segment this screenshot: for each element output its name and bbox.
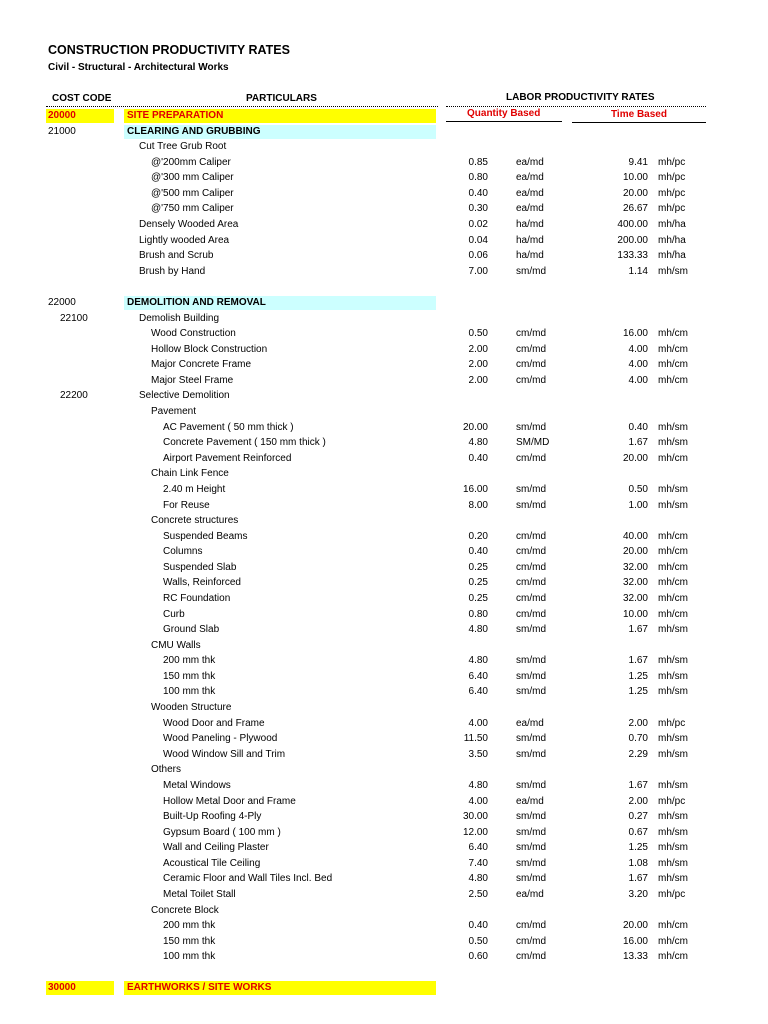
quantity-value: 3.50 <box>468 748 488 760</box>
table-row <box>0 669 768 685</box>
particular-label: Metal Windows <box>163 779 231 791</box>
quantity-value: 4.80 <box>468 779 488 791</box>
particular-label: Suspended Slab <box>163 561 237 573</box>
table-row <box>0 778 768 794</box>
table-row <box>0 607 768 623</box>
quantity-value: 4.80 <box>468 655 488 667</box>
particular-label: 100 mm thk <box>163 686 216 698</box>
particular-label: Selective Demolition <box>139 390 230 402</box>
quantity-unit: ea/md <box>516 203 544 215</box>
table-row <box>0 731 768 747</box>
cost-code: 22200 <box>60 390 88 402</box>
cost-code: 21000 <box>48 125 76 137</box>
time-value: 32.00 <box>622 592 648 604</box>
time-unit: mh/pc <box>658 889 686 900</box>
particular-label: @'750 mm Caliper <box>151 203 234 215</box>
particular-label: Densely Wooded Area <box>139 219 239 231</box>
quantity-value: 0.85 <box>468 156 488 168</box>
table-row <box>0 498 768 514</box>
particular-label: Acoustical Tile Ceiling <box>163 857 261 869</box>
quantity-value: 0.40 <box>468 452 488 464</box>
time-unit: mh/sm <box>658 686 688 698</box>
time-value: 2.00 <box>628 795 648 807</box>
time-unit: mh/cm <box>658 328 688 340</box>
quantity-unit: cm/md <box>516 343 546 355</box>
table-row <box>0 949 768 965</box>
quantity-unit: cm/md <box>516 374 546 386</box>
time-value: 10.00 <box>622 608 648 620</box>
quantity-value: 8.00 <box>468 499 488 511</box>
particular-label: @'500 mm Caliper <box>151 187 234 199</box>
cost-code: 22100 <box>60 312 88 324</box>
particular-label: @'300 mm Caliper <box>151 172 234 184</box>
time-value: 20.00 <box>622 546 648 558</box>
particular-label: 150 mm thk <box>163 670 216 682</box>
quantity-unit: cm/md <box>516 920 546 932</box>
quantity-unit: sm/md <box>516 857 546 869</box>
particular-label: Wood Paneling - Plywood <box>163 733 278 745</box>
section-row <box>0 295 768 311</box>
particular-label: Ground Slab <box>163 624 220 636</box>
time-value: 1.67 <box>628 873 648 885</box>
quantity-value: 0.50 <box>468 328 488 340</box>
section-row <box>0 124 768 140</box>
particular-label: Major Steel Frame <box>151 374 234 386</box>
quantity-unit: sm/md <box>516 624 546 636</box>
time-unit: mh/cm <box>658 561 688 573</box>
quantity-unit: ha/md <box>516 234 544 246</box>
particular-label: 100 mm thk <box>163 951 216 963</box>
particular-label: Pavement <box>151 406 197 418</box>
quantity-unit: cm/md <box>516 935 546 947</box>
quantity-unit: ea/md <box>516 795 544 807</box>
quantity-value: 4.80 <box>468 624 488 636</box>
table-row <box>0 155 768 171</box>
quantity-value: 6.40 <box>468 670 488 682</box>
time-value: 400.00 <box>617 219 648 231</box>
time-unit: mh/sm <box>658 811 688 823</box>
table-row <box>0 466 768 482</box>
time-unit: mh/cm <box>658 935 688 947</box>
particular-label: Cut Tree Grub Root <box>139 141 227 153</box>
time-value: 13.33 <box>622 951 648 963</box>
table-row <box>0 622 768 638</box>
table-row <box>0 248 768 264</box>
time-value: 0.67 <box>628 826 648 838</box>
table-row <box>0 716 768 732</box>
particular-label: Wood Construction <box>151 328 236 340</box>
particular-label: 200 mm thk <box>163 655 216 667</box>
header-dotted-rule <box>446 106 706 107</box>
time-unit: mh/cm <box>658 920 688 932</box>
quantity-unit: sm/md <box>516 670 546 682</box>
quantity-unit: ha/md <box>516 250 544 262</box>
time-value: 4.00 <box>628 359 648 371</box>
quantity-value: 0.25 <box>468 592 488 604</box>
header-particulars: PARTICULARS <box>246 93 317 104</box>
header-labor-rates: LABOR PRODUCTIVITY RATES <box>506 92 655 103</box>
quantity-unit: sm/md <box>516 842 546 854</box>
particular-label: Ceramic Floor and Wall Tiles Incl. Bed <box>163 873 333 885</box>
quantity-unit: sm/md <box>516 811 546 823</box>
table-row <box>0 794 768 810</box>
table-row <box>0 264 768 280</box>
table-row <box>0 388 768 404</box>
time-value: 2.00 <box>628 717 648 729</box>
quantity-value: 11.50 <box>463 733 488 745</box>
particular-label: Chain Link Fence <box>151 468 229 480</box>
table-row <box>0 903 768 919</box>
quantity-value: 20.00 <box>462 421 488 433</box>
cost-code: 30000 <box>48 982 76 994</box>
left-header-rule <box>46 106 438 107</box>
particular-label: Built-Up Roofing 4-Ply <box>163 811 262 823</box>
cost-code: 22000 <box>48 296 76 308</box>
time-unit: mh/sm <box>658 483 688 495</box>
header-cost-code: COST CODE <box>52 93 112 104</box>
table-row <box>0 420 768 436</box>
table-row <box>0 747 768 763</box>
quantity-unit: sm/md <box>516 686 546 698</box>
table-row <box>0 965 768 981</box>
time-unit: mh/cm <box>658 608 688 620</box>
particular-label: CLEARING AND GRUBBING <box>127 125 261 137</box>
table-row <box>0 591 768 607</box>
quantity-value: 0.02 <box>468 219 488 231</box>
particular-label: Columns <box>163 546 203 558</box>
table-row <box>0 809 768 825</box>
quantity-value: 0.80 <box>468 172 488 184</box>
quantity-unit: ea/md <box>516 187 544 199</box>
quantity-value: 16.00 <box>462 483 488 495</box>
table-row <box>0 451 768 467</box>
quantity-unit: sm/md <box>516 655 546 667</box>
table-row <box>0 139 768 155</box>
quantity-value: 4.80 <box>468 437 488 449</box>
time-unit: mh/sm <box>658 748 688 760</box>
quantity-value: 4.80 <box>468 873 488 885</box>
time-unit: mh/pc <box>658 795 686 807</box>
time-unit: mh/cm <box>658 374 688 386</box>
page-subtitle: Civil - Structural - Architectural Works <box>48 62 229 73</box>
time-unit: mh/sm <box>658 624 688 636</box>
time-unit: mh/cm <box>658 546 688 558</box>
table-row <box>0 700 768 716</box>
particular-label: Others <box>151 764 182 776</box>
time-value: 32.00 <box>622 561 648 573</box>
table-row <box>0 326 768 342</box>
quantity-value: 0.04 <box>468 234 488 246</box>
particular-label: 2.40 m Height <box>163 483 226 495</box>
time-value: 1.14 <box>628 265 648 277</box>
table-row <box>0 482 768 498</box>
time-value: 40.00 <box>622 530 648 542</box>
table-row <box>0 544 768 560</box>
time-value: 1.67 <box>628 779 648 791</box>
particular-label: Demolish Building <box>139 312 220 324</box>
particular-label: Airport Pavement Reinforced <box>163 452 292 464</box>
particular-label: 150 mm thk <box>163 935 216 947</box>
time-unit: mh/ha <box>658 219 686 231</box>
time-unit: mh/sm <box>658 670 688 682</box>
particular-label: Concrete Pavement ( 150 mm thick ) <box>163 437 326 449</box>
table-row <box>0 404 768 420</box>
quantity-value: 30.00 <box>462 811 488 823</box>
quantity-value: 0.25 <box>468 561 488 573</box>
quantity-unit: ea/md <box>516 156 544 168</box>
particular-label: 200 mm thk <box>163 920 216 932</box>
quantity-unit: cm/md <box>516 359 546 371</box>
table-row <box>0 201 768 217</box>
time-value: 3.20 <box>628 889 648 900</box>
time-unit: mh/sm <box>658 857 688 869</box>
quantity-value: 6.40 <box>468 842 488 854</box>
quantity-unit: cm/md <box>516 546 546 558</box>
time-unit: mh/cm <box>658 530 688 542</box>
time-unit: mh/sm <box>658 826 688 838</box>
quantity-unit: ea/md <box>516 172 544 184</box>
time-unit: mh/sm <box>658 842 688 854</box>
table-row <box>0 856 768 872</box>
time-unit: mh/cm <box>658 577 688 589</box>
section-row <box>0 108 768 124</box>
quantity-value: 2.00 <box>468 343 488 355</box>
time-value: 32.00 <box>622 577 648 589</box>
table-row <box>0 186 768 202</box>
time-unit: mh/cm <box>658 452 688 464</box>
table-row <box>0 373 768 389</box>
time-unit: mh/ha <box>658 250 686 262</box>
table-row <box>0 918 768 934</box>
time-value: 2.29 <box>628 748 648 760</box>
table-row <box>0 638 768 654</box>
table-row <box>0 560 768 576</box>
time-value: 1.67 <box>628 655 648 667</box>
time-unit: mh/cm <box>658 951 688 963</box>
quantity-value: 0.30 <box>468 203 488 215</box>
time-unit: mh/sm <box>658 265 688 277</box>
quantity-unit: sm/md <box>516 826 546 838</box>
particular-label: DEMOLITION AND REMOVAL <box>127 296 266 308</box>
time-unit: mh/sm <box>658 779 688 791</box>
time-value: 1.08 <box>628 857 648 869</box>
time-unit: mh/cm <box>658 343 688 355</box>
quantity-value: 2.50 <box>468 889 488 900</box>
particular-label: CMU Walls <box>151 639 201 651</box>
quantity-value: 0.25 <box>468 577 488 589</box>
time-value: 133.33 <box>617 250 648 262</box>
table-row <box>0 311 768 327</box>
time-unit: mh/pc <box>658 156 686 168</box>
time-value: 0.27 <box>628 811 648 823</box>
table-row <box>0 217 768 233</box>
cost-code: 20000 <box>48 110 76 121</box>
particular-label: Suspended Beams <box>163 530 248 542</box>
quantity-value: 2.00 <box>468 359 488 371</box>
table-row <box>0 575 768 591</box>
quantity-unit: cm/md <box>516 608 546 620</box>
quantity-value: 0.06 <box>468 250 488 262</box>
particular-label: Walls, Reinforced <box>163 577 241 589</box>
table-row <box>0 871 768 887</box>
quantity-unit: SM/MD <box>516 437 550 449</box>
time-unit: mh/ha <box>658 234 686 246</box>
quantity-unit: cm/md <box>516 592 546 604</box>
page-title: CONSTRUCTION PRODUCTIVITY RATES <box>48 43 290 57</box>
table-row <box>0 653 768 669</box>
particular-label: Hollow Block Construction <box>151 343 268 355</box>
table-row <box>0 684 768 700</box>
quantity-unit: cm/md <box>516 530 546 542</box>
time-value: 16.00 <box>622 935 648 947</box>
quantity-value: 4.00 <box>468 795 488 807</box>
particular-label: AC Pavement ( 50 mm thick ) <box>163 421 294 433</box>
particular-label: Wood Door and Frame <box>163 717 265 729</box>
particular-label: Wall and Ceiling Plaster <box>163 842 269 854</box>
quantity-value: 4.00 <box>468 717 488 729</box>
table-row <box>0 279 768 295</box>
quantity-value: 0.40 <box>468 187 488 199</box>
time-value: 16.00 <box>622 328 648 340</box>
table-row <box>0 825 768 841</box>
table-row <box>0 934 768 950</box>
particular-label: Hollow Metal Door and Frame <box>163 795 296 807</box>
quantity-value: 7.00 <box>468 265 488 277</box>
time-value: 20.00 <box>622 187 648 199</box>
time-unit: mh/cm <box>658 592 688 604</box>
particular-label: Brush by Hand <box>139 265 206 277</box>
time-value: 1.67 <box>628 437 648 449</box>
time-unit: mh/sm <box>658 437 688 449</box>
time-unit: mh/pc <box>658 187 686 199</box>
time-unit: mh/pc <box>658 172 686 184</box>
particular-label: Concrete structures <box>151 515 239 527</box>
time-unit: mh/sm <box>658 733 688 745</box>
quantity-value: 0.40 <box>468 920 488 932</box>
quantity-value: 0.80 <box>468 608 488 620</box>
time-unit: mh/pc <box>658 203 686 215</box>
time-value: 20.00 <box>622 920 648 932</box>
header-quantity-based: Quantity Based <box>467 108 541 119</box>
time-unit: mh/sm <box>658 873 688 885</box>
table-row <box>0 529 768 545</box>
quantity-unit: cm/md <box>516 328 546 340</box>
time-value: 26.67 <box>622 203 648 215</box>
table-row <box>0 887 768 903</box>
section-row <box>0 980 768 996</box>
quantity-unit: sm/md <box>516 483 546 495</box>
time-value: 0.40 <box>628 421 648 433</box>
time-unit: mh/sm <box>658 421 688 433</box>
quantity-unit: ea/md <box>516 889 544 900</box>
time-unit: mh/cm <box>658 359 688 371</box>
quantity-unit: cm/md <box>516 577 546 589</box>
time-value: 1.25 <box>628 842 648 854</box>
time-value: 20.00 <box>622 452 648 464</box>
quantity-value: 12.00 <box>462 826 488 838</box>
time-value: 0.70 <box>628 733 648 745</box>
header-time-based: Time Based <box>611 109 667 120</box>
time-value: 10.00 <box>622 172 648 184</box>
quantity-unit: ea/md <box>516 717 544 729</box>
particular-label: For Reuse <box>163 499 210 511</box>
time-value: 1.25 <box>628 686 648 698</box>
quantity-unit: sm/md <box>516 873 546 885</box>
quantity-unit: sm/md <box>516 733 546 745</box>
time-value: 4.00 <box>628 374 648 386</box>
table-row <box>0 342 768 358</box>
particular-label: Concrete Block <box>151 904 219 916</box>
table-row <box>0 762 768 778</box>
quantity-value: 7.40 <box>468 857 488 869</box>
particular-label: Major Concrete Frame <box>151 359 252 371</box>
table-row <box>0 435 768 451</box>
quantity-unit: cm/md <box>516 561 546 573</box>
time-value: 1.00 <box>628 499 648 511</box>
table-row <box>0 513 768 529</box>
particular-label: Gypsum Board ( 100 mm ) <box>163 826 281 838</box>
particular-label: Brush and Scrub <box>139 250 214 262</box>
particular-label: Lightly wooded Area <box>139 234 230 246</box>
quantity-value: 0.50 <box>468 935 488 947</box>
particular-label: SITE PREPARATION <box>127 110 224 121</box>
table-row <box>0 357 768 373</box>
quantity-unit: ha/md <box>516 219 544 231</box>
quantity-unit: sm/md <box>516 499 546 511</box>
time-value: 4.00 <box>628 343 648 355</box>
table-row <box>0 233 768 249</box>
quantity-value: 6.40 <box>468 686 488 698</box>
particular-label: RC Foundation <box>163 592 231 604</box>
quantity-value: 0.60 <box>468 951 488 963</box>
quantity-unit: cm/md <box>516 452 546 464</box>
particular-label: Wood Window Sill and Trim <box>163 748 286 760</box>
time-unit: mh/pc <box>658 717 686 729</box>
time-value: 1.25 <box>628 670 648 682</box>
quantity-value: 0.40 <box>468 546 488 558</box>
time-value: 200.00 <box>617 234 648 246</box>
time-unit: mh/sm <box>658 655 688 667</box>
particular-label: @'200mm Caliper <box>151 156 231 168</box>
quantity-unit: sm/md <box>516 748 546 760</box>
particular-label: Curb <box>163 608 185 620</box>
quantity-value: 2.00 <box>468 374 488 386</box>
particular-label: EARTHWORKS / SITE WORKS <box>127 982 272 994</box>
particular-label: Wooden Structure <box>151 702 232 714</box>
table-row <box>0 840 768 856</box>
quantity-value: 0.20 <box>468 530 488 542</box>
table-row <box>0 170 768 186</box>
quantity-unit: sm/md <box>516 779 546 791</box>
time-unit: mh/sm <box>658 499 688 511</box>
quantity-unit: cm/md <box>516 951 546 963</box>
time-value: 0.50 <box>628 483 648 495</box>
quantity-unit: sm/md <box>516 265 546 277</box>
particular-label: Metal Toilet Stall <box>163 889 236 900</box>
quantity-unit: sm/md <box>516 421 546 433</box>
time-value: 9.41 <box>628 156 648 168</box>
time-value: 1.67 <box>628 624 648 636</box>
